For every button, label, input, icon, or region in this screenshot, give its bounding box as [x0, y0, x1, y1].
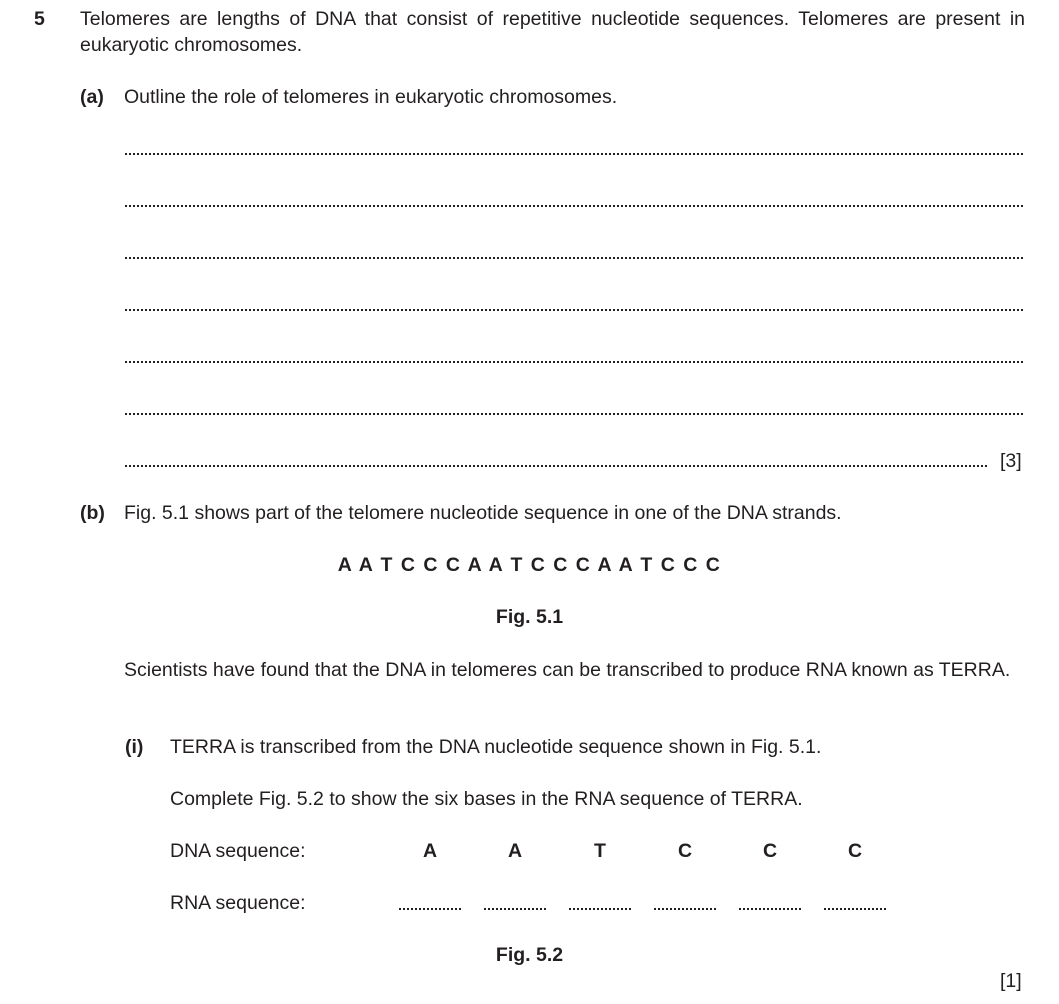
answer-line-1[interactable] [125, 153, 1023, 155]
rna-sequence-label: RNA sequence: [170, 892, 306, 914]
rna-answer-2[interactable] [484, 908, 546, 910]
answer-line-2[interactable] [125, 205, 1023, 207]
answer-line-7[interactable] [125, 465, 987, 467]
rna-answer-3[interactable] [569, 908, 631, 910]
part-b-i-marks: [1] [1000, 970, 1022, 992]
answer-line-4[interactable] [125, 309, 1023, 311]
part-b-prompt: Fig. 5.1 shows part of the telomere nucleotide sequence in one of the DNA strands. [124, 502, 842, 524]
answer-line-3[interactable] [125, 257, 1023, 259]
rna-answer-4[interactable] [654, 908, 716, 910]
dna-base-6: C [847, 840, 863, 862]
part-a-marks: [3] [1000, 450, 1022, 472]
dna-sequence-fig51: A A T C C C A A T C C C A A T C C C [337, 554, 722, 576]
dna-base-3: T [594, 840, 606, 862]
fig-5-1-caption: Fig. 5.1 [495, 606, 564, 628]
part-b-label: (b) [80, 502, 105, 524]
question-number: 5 [34, 8, 45, 30]
answer-line-6[interactable] [125, 413, 1023, 415]
fig-5-2-caption: Fig. 5.2 [495, 944, 564, 966]
part-b-i-label: (i) [125, 736, 144, 758]
rna-answer-1[interactable] [399, 908, 461, 910]
dna-base-4: C [677, 840, 693, 862]
dna-base-2: A [507, 840, 523, 862]
terra-description: Scientists have found that the DNA in telomeres can be transcribed to produce RNA known as TERRA. [124, 659, 1011, 681]
answer-line-5[interactable] [125, 361, 1023, 363]
dna-base-1: A [422, 840, 438, 862]
rna-answer-6[interactable] [824, 908, 886, 910]
part-b-i-prompt: TERRA is transcribed from the DNA nucleotide sequence shown in Fig. 5.1. [170, 736, 822, 758]
question-intro: Telomeres are lengths of DNA that consist of repetitive nucleotide sequences. Telomeres are present in eukaryotic chromosomes. [80, 8, 1025, 56]
dna-base-5: C [762, 840, 778, 862]
part-a-label: (a) [80, 86, 104, 108]
part-a-prompt: Outline the role of telomeres in eukaryotic chromosomes. [124, 86, 618, 108]
dna-sequence-label: DNA sequence: [170, 840, 306, 862]
part-b-i-instruction: Complete Fig. 5.2 to show the six bases in the RNA sequence of TERRA. [170, 788, 803, 810]
rna-answer-5[interactable] [739, 908, 801, 910]
